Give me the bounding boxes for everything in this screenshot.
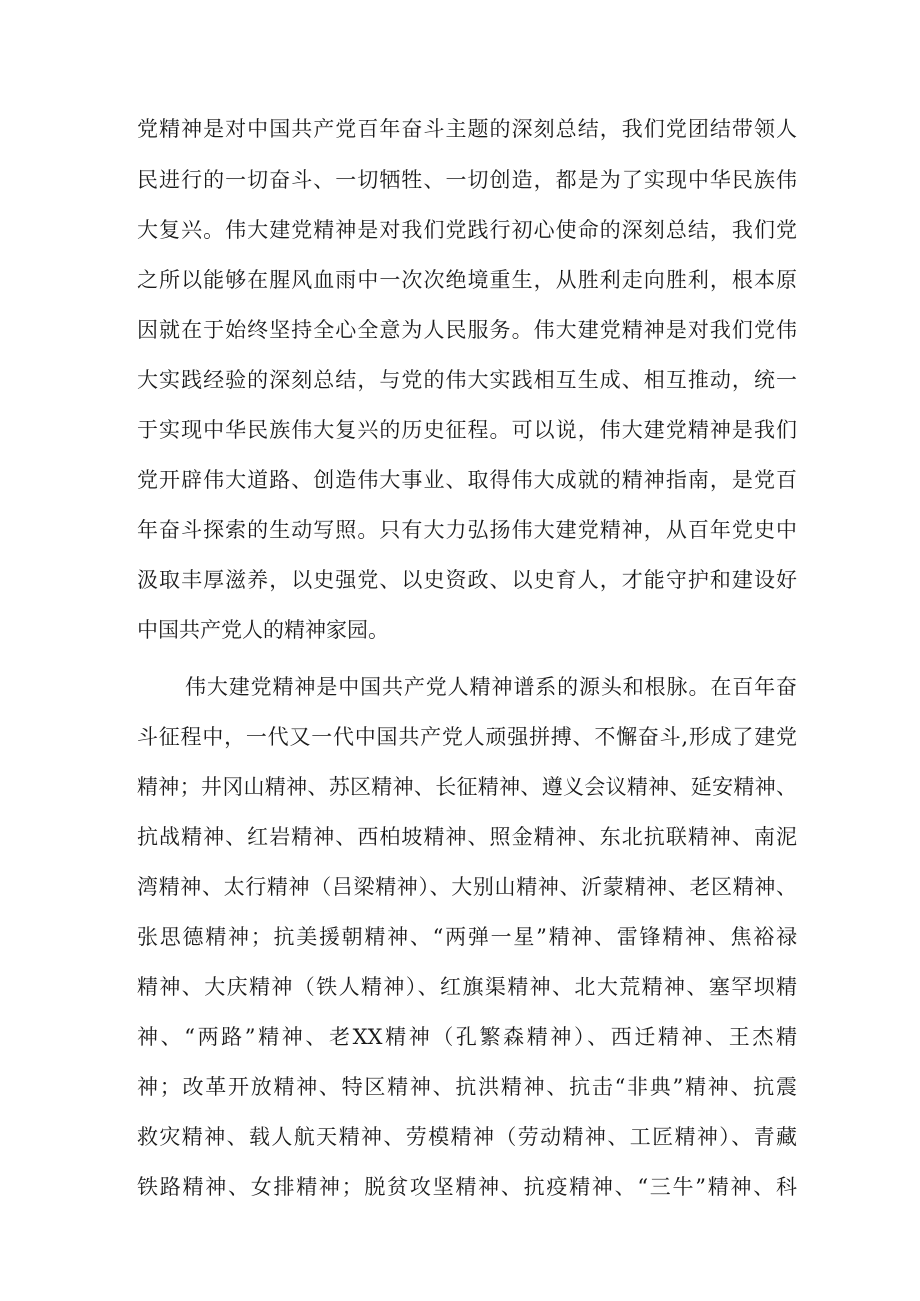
text-line: 党精神是对中国共产党百年奋斗主题的深刻总结，我们党团结带领人 — [137, 117, 797, 141]
text-line: 汲取丰厚滋养，以史强党、以史资政、以史育人，才能守护和建设好 — [137, 568, 797, 592]
text-line: 于实现中华民族伟大复兴的历史征程。可以说，伟大建党精神是我们 — [137, 418, 797, 442]
text-line: 党开辟伟大道路、创造伟大事业、取得伟大成就的精神指南，是党百 — [137, 468, 797, 492]
text-line: 年奋斗探索的生动写照。只有大力弘扬伟大建党精神，从百年党史中 — [137, 518, 797, 542]
text-line: 精神、大庆精神（铁人精神）、红旗渠精神、北大荒精神、塞罕坝精 — [137, 975, 797, 999]
text-line: 因就在于始终坚持全心全意为人民服务。伟大建党精神是对我们党伟 — [137, 318, 797, 342]
text-line: 湾精神、太行精神（吕梁精神）、大别山精神、沂蒙精神、老区精神、 — [137, 875, 797, 899]
text-line: 民进行的一切奋斗、一切牺牲、一切创造，都是为了实现中华民族伟 — [137, 168, 797, 192]
text-line: 铁路精神、女排精神；脱贫攻坚精神、抗疫精神、“三牛”精神、科 — [137, 1175, 797, 1199]
text-line: 伟大建党精神是中国共产党人精神谱系的源头和根脉。在百年奋 — [185, 675, 797, 699]
text-line: 中国共产党人的精神家园。 — [137, 618, 389, 642]
text-line: 斗征程中，一代又一代中国共产党人顽强拼搏、不懈奋斗,形成了建党 — [137, 725, 797, 749]
text-line: 张思德精神；抗美援朝精神、“两弹一星”精神、雷锋精神、焦裕禄 — [137, 925, 797, 949]
text-line: 大复兴。伟大建党精神是对我们党践行初心使命的深刻总结，我们党 — [137, 218, 797, 242]
text-line: 精神；井冈山精神、苏区精神、长征精神、遵义会议精神、延安精神、 — [137, 775, 797, 799]
text-line: 神、“两路”精神、老XX精神（孔繁森精神）、西迁精神、王杰精 — [137, 1025, 797, 1049]
text-line: 神；改革开放精神、特区精神、抗洪精神、抗击“非典”精神、抗震 — [137, 1075, 797, 1099]
text-line: 大实践经验的深刻总结，与党的伟大实践相互生成、相互推动，统一 — [137, 368, 797, 392]
text-line: 之所以能够在腥风血雨中一次次绝境重生，从胜利走向胜利，根本原 — [137, 268, 797, 292]
text-line: 抗战精神、红岩精神、西柏坡精神、照金精神、东北抗联精神、南泥 — [137, 825, 797, 849]
text-line: 救灾精神、载人航天精神、劳模精神（劳动精神、工匠精神）、青藏 — [137, 1125, 797, 1149]
